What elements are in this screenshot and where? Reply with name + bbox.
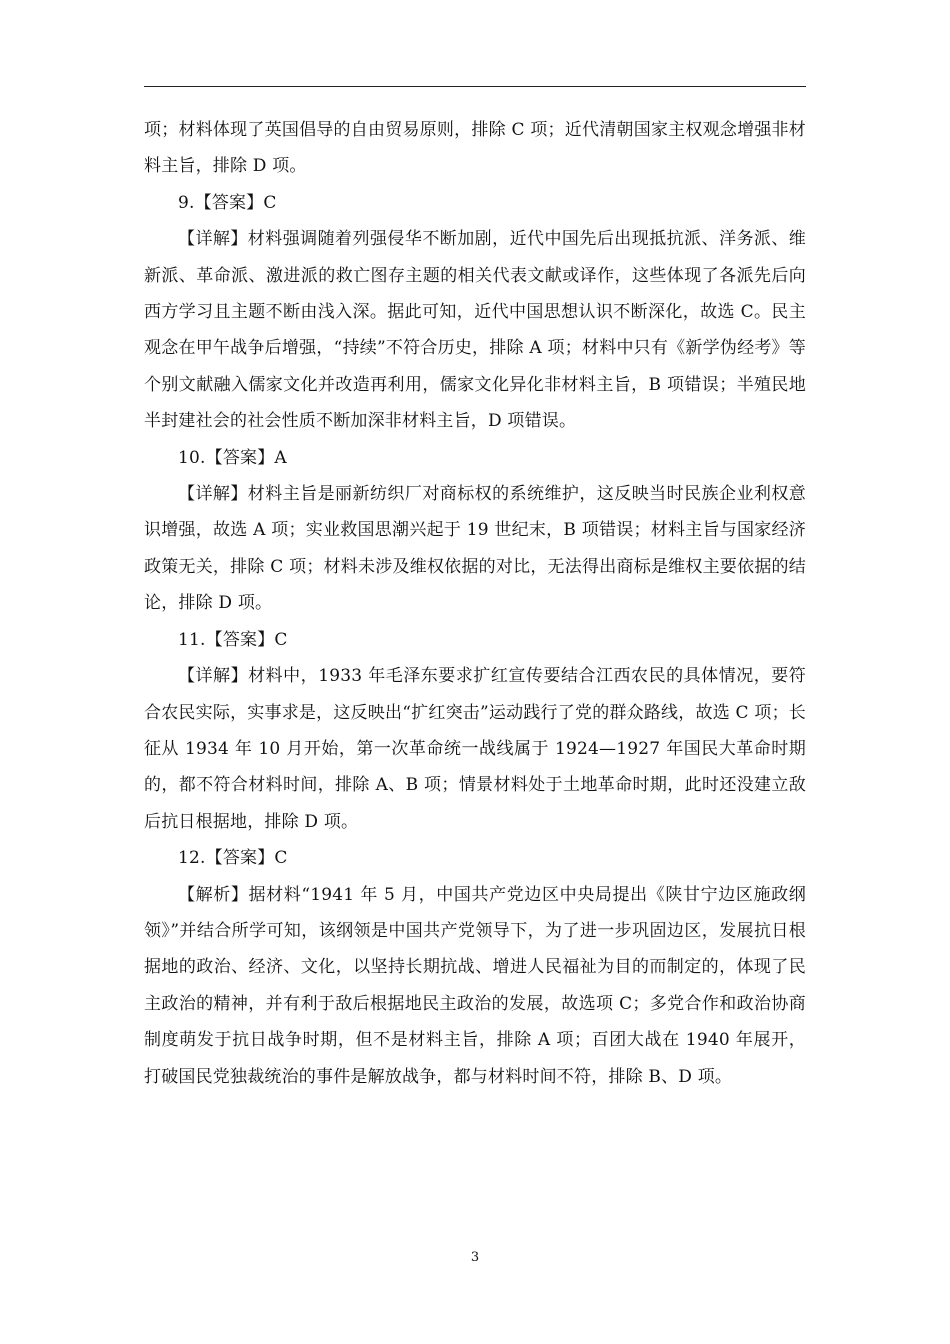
header-rule [144,86,806,87]
document-body [144,112,806,1095]
explanation-q11: 【详解】材料中，1933 年毛泽东要求扩红宣传要结合江西农民的具体情况，要符合农民实际，实事求是，这反映出“扩红突击”运动践行了党的群众路线，故选 C 项；长征从 1934 年 10 月开始，第一次革命统一战线属于 1924—1927 年国民大革命时期的，都不符合材料时间，排除 A、B 项；情景材料处于土地革命时期，此时还没建立敌后抗日根据地，排除 D 项。 [144,666,806,832]
answer-q12: 12.【答案】C [178,848,288,869]
explanation-q12: 【解析】据材料“1941 年 5 月，中国共产党边区中央局提出《陕甘宁边区施政纲领》”并结合所学可知，该纲领是中国共产党领导下，为了进一步巩固边区，发展抗日根据地的政治、经济、文化，以坚持长期抗战、增进人民福祉为目的而制定的，体现了民主政治的精神，并有利于敌后根据地民主政治的发展，故选项 C；多党合作和政治协商制度萌发于抗日战争时期，但不是材料主旨，排除 A 项；百团大战在 1940 年展开，打破国民党独裁统治的事件是解放战争，都与材料时间不符，排除 B、D 项。 [144,884,806,1087]
explanation-q9: 【详解】材料强调随着列强侵华不断加剧，近代中国先后出现抵抗派、洋务派、维新派、革命派、激进派的救亡图存主题的相关代表文献或译作，这些体现了各派先后向西方学习且主题不断由浅入深。据此可知，近代中国思想认识不断深化，故选 C。民主观念在甲午战争后增强，“持续”不符合历史，排除 A 项；材料中只有《新学伪经考》等个别文献融入儒家文化并改造再利用，儒家文化异化非材料主旨，B 项错误；半殖民地半封建社会的社会性质不断加深非材料主旨，D 项错误。 [144,229,806,432]
answer-q10: 10.【答案】A [178,447,287,468]
paragraph-q8-continuation: 项；材料体现了英国倡导的自由贸易原则，排除 C 项；近代清朝国家主权观念增强非材料主旨，排除 D 项。 [144,120,806,177]
page-number: 3 [470,1250,480,1265]
answer-q9: 9.【答案】C [178,192,277,213]
answer-q11: 11.【答案】C [178,629,288,650]
explanation-q10: 【详解】材料主旨是丽新纺织厂对商标权的系统维护，这反映当时民族企业利权意识增强，故选 A 项；实业救国思潮兴起于 19 世纪末，B 项错误；材料主旨与国家经济政策无关，排除 C 项；材料未涉及维权依据的对比，无法得出商标是维权主要依据的结论，排除 D 项。 [144,484,806,614]
